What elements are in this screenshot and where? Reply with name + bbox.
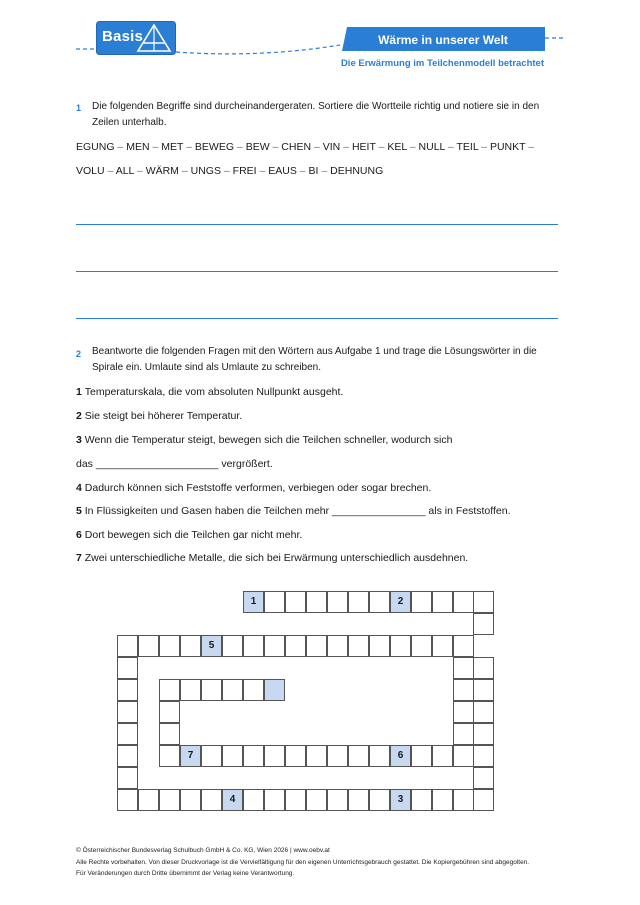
crossword-start-number: 5 — [208, 640, 215, 651]
crossword-cell[interactable] — [473, 745, 494, 767]
question-text: Sie steigt bei höherer Temperatur. — [84, 410, 243, 422]
question-number: 7 — [76, 552, 85, 564]
crossword-cell[interactable] — [264, 789, 285, 811]
crossword-cell[interactable] — [159, 723, 180, 745]
word-separator: – — [183, 141, 195, 153]
crossword-cell[interactable] — [243, 789, 264, 811]
word-separator: – — [311, 141, 323, 153]
crossword-cell[interactable] — [306, 635, 327, 657]
crossword-cell[interactable] — [117, 657, 138, 679]
crossword-start-number: 7 — [187, 750, 194, 761]
crossword-cell[interactable] — [264, 591, 285, 613]
word-part: BEWEG — [194, 141, 234, 153]
word-separator: – — [406, 141, 419, 153]
crossword-cell[interactable] — [243, 745, 264, 767]
crossword-cell[interactable] — [453, 679, 474, 701]
footer-rights: Alle Rechte vorbehalten. Von dieser Druckvorlage ist die Vervielfältigung für den eigenen Unterrichtsgebrauch gestattet. Die Kopiergebühren sind abgegolten. — [76, 859, 530, 866]
crossword-cell[interactable] — [264, 679, 285, 701]
task2-instruction: Beantworte die folgenden Fragen mit den Wörtern aus Aufgabe 1 und trage die Lösungswörter in die Spirale ein. Umlaute sind als Umlaute zu schreiben. — [92, 346, 537, 373]
crossword-cell[interactable] — [222, 789, 243, 811]
crossword-cell[interactable] — [180, 635, 201, 657]
crossword-cell[interactable] — [348, 789, 369, 811]
question-text: das _____________________ vergrößert. — [76, 458, 273, 470]
crossword-cell[interactable] — [285, 591, 306, 613]
word-separator: – — [256, 165, 269, 177]
word-separator: – — [104, 165, 116, 177]
crossword-cell[interactable] — [473, 591, 494, 613]
crossword-cell[interactable] — [473, 767, 494, 789]
crossword-cell[interactable] — [453, 723, 474, 745]
crossword-cell[interactable] — [453, 745, 474, 767]
crossword-cell[interactable] — [117, 723, 138, 745]
crossword-cell[interactable] — [473, 701, 494, 723]
word-separator: – — [340, 141, 352, 153]
word-separator: – — [149, 141, 162, 153]
word-part: PUNKT — [489, 141, 526, 153]
crossword-cell[interactable] — [264, 635, 285, 657]
word-part: MEN — [126, 141, 150, 153]
word-part: TEIL — [456, 141, 479, 153]
crossword-cell[interactable] — [201, 789, 222, 811]
crossword-cell[interactable] — [201, 679, 222, 701]
crossword-cell[interactable] — [432, 745, 453, 767]
crossword-cell[interactable] — [159, 789, 180, 811]
crossword-cell[interactable] — [243, 679, 264, 701]
word-part: DEHNUNG — [330, 165, 384, 177]
crossword-cell[interactable] — [432, 591, 453, 613]
crossword-cell[interactable] — [264, 745, 285, 767]
crossword-cell[interactable] — [432, 789, 453, 811]
crossword-cell[interactable] — [473, 789, 494, 811]
word-separator: – — [375, 141, 388, 153]
task2-number: 2 — [76, 349, 82, 359]
crossword-cell[interactable] — [348, 591, 369, 613]
crossword-cell[interactable] — [117, 701, 138, 723]
crossword-cell[interactable] — [117, 745, 138, 767]
word-part: NULL — [418, 141, 445, 153]
crossword-cell[interactable] — [285, 635, 306, 657]
crossword-cell[interactable] — [180, 745, 201, 767]
crossword-cell[interactable] — [159, 701, 180, 723]
word-separator: – — [220, 165, 233, 177]
question-text: In Flüssigkeiten und Gasen haben die Teilchen mehr ________________ als in Feststoffen. — [84, 505, 511, 517]
crossword-cell[interactable] — [327, 745, 348, 767]
crossword-cell[interactable] — [117, 767, 138, 789]
crossword-cell[interactable] — [453, 635, 474, 657]
crossword-start-number: 6 — [397, 750, 404, 761]
crossword-start-number: 1 — [250, 596, 257, 607]
crossword-cell[interactable] — [411, 591, 432, 613]
word-part: WÄRM — [145, 165, 179, 177]
crossword-cell[interactable] — [201, 635, 222, 657]
crossword-cell[interactable] — [369, 789, 390, 811]
basis-logo — [96, 21, 176, 55]
crossword-cell[interactable] — [306, 789, 327, 811]
question-text: Dort bewegen sich die Teilchen gar nicht mehr. — [84, 529, 303, 541]
word-parts-row-1 — [76, 141, 534, 153]
question-text: Dadurch können sich Feststoffe verformen, verbiegen oder sogar brechen. — [84, 482, 432, 494]
question-item — [76, 482, 431, 494]
crossword-cell[interactable] — [243, 635, 264, 657]
question-text: Temperaturskala, die vom absoluten Nullpunkt ausgeht. — [84, 386, 344, 398]
crossword-cell[interactable] — [222, 635, 243, 657]
crossword-cell[interactable] — [306, 591, 327, 613]
crossword-cell[interactable] — [411, 635, 432, 657]
crossword-cell[interactable] — [369, 635, 390, 657]
word-separator: – — [134, 165, 146, 177]
answer-line-3[interactable] — [76, 318, 558, 319]
crossword-cell[interactable] — [473, 657, 494, 679]
word-part: BI — [308, 165, 319, 177]
word-separator: – — [318, 165, 331, 177]
word-separator: – — [269, 141, 282, 153]
question-text: Wenn die Temperatur steigt, bewegen sich die Teilchen schneller, wodurch sich — [84, 434, 453, 446]
crossword-cell[interactable] — [117, 679, 138, 701]
word-part: FREI — [232, 165, 257, 177]
question-text: Zwei unterschiedliche Metalle, die sich bei Erwärmung unterschiedlich ausdehnen. — [84, 552, 469, 564]
crossword-cell[interactable] — [180, 789, 201, 811]
crossword-cell[interactable] — [390, 789, 411, 811]
crossword-cell[interactable] — [453, 701, 474, 723]
task1-number: 1 — [76, 103, 82, 113]
question-item — [76, 458, 273, 470]
word-part: CHEN — [281, 141, 312, 153]
word-separator: – — [525, 141, 535, 153]
question-number: 2 — [76, 410, 85, 422]
crossword-cell[interactable] — [348, 745, 369, 767]
crossword-cell[interactable] — [306, 745, 327, 767]
question-number: 4 — [76, 482, 85, 494]
word-separator: – — [478, 141, 490, 153]
crossword-cell[interactable] — [411, 745, 432, 767]
word-part: BEW — [245, 141, 270, 153]
word-part: MET — [161, 141, 184, 153]
page-title: Wärme in unserer Welt — [378, 33, 508, 47]
question-number: 5 — [76, 505, 85, 517]
word-part: VOLU — [76, 165, 105, 177]
word-part: VIN — [322, 141, 341, 153]
crossword-cell[interactable] — [390, 635, 411, 657]
crossword-cell[interactable] — [117, 789, 138, 811]
page-subtitle: Die Erwärmung im Teilchenmodell betrachtet — [340, 58, 544, 69]
question-item — [76, 386, 343, 398]
crossword-cell[interactable] — [222, 679, 243, 701]
word-separator: – — [445, 141, 457, 153]
crossword-cell[interactable] — [432, 635, 453, 657]
crossword-cell[interactable] — [327, 789, 348, 811]
crossword-cell[interactable] — [159, 635, 180, 657]
crossword-cell[interactable] — [159, 745, 180, 767]
crossword-cell[interactable] — [453, 789, 474, 811]
word-separator: – — [114, 141, 127, 153]
word-part: ALL — [115, 165, 134, 177]
crossword-cell[interactable] — [453, 591, 474, 613]
word-part: EGUNG — [76, 141, 115, 153]
word-part: KEL — [387, 141, 407, 153]
crossword-cell[interactable] — [222, 745, 243, 767]
question-number: 1 — [76, 386, 85, 398]
crossword-cell[interactable] — [180, 679, 201, 701]
word-part: UNGS — [190, 165, 221, 177]
crossword-cell[interactable] — [285, 789, 306, 811]
question-item — [76, 505, 511, 517]
question-item — [76, 434, 452, 446]
answer-line-1[interactable] — [76, 224, 558, 225]
footer-copyright: © Österreichischer Bundesverlag Schulbuch GmbH & Co. KG, Wien 2026 | www.oebv.at — [76, 847, 330, 854]
crossword-cell[interactable] — [117, 635, 138, 657]
crossword-cell[interactable] — [348, 635, 369, 657]
crossword-cell[interactable] — [243, 591, 264, 613]
crossword-cell[interactable] — [473, 723, 494, 745]
word-parts-row-2 — [76, 165, 383, 177]
crossword-cell[interactable] — [453, 657, 474, 679]
word-separator: – — [178, 165, 191, 177]
crossword-cell[interactable] — [327, 591, 348, 613]
crossword-cell[interactable] — [138, 635, 159, 657]
crossword-cell[interactable] — [390, 591, 411, 613]
crossword-cell[interactable] — [327, 635, 348, 657]
crossword-cell[interactable] — [159, 679, 180, 701]
crossword-start-number: 2 — [397, 596, 404, 607]
crossword-cell[interactable] — [473, 679, 494, 701]
question-number: 3 — [76, 434, 85, 446]
crossword-cell[interactable] — [390, 745, 411, 767]
crossword-cell[interactable] — [411, 789, 432, 811]
task1-instruction: Die folgenden Begriffe sind durcheinandergeraten. Sortiere die Wortteile richtig und notiere sie in den Zeilen unterhalb. — [92, 101, 540, 128]
footer-disclaimer: Für Veränderungen durch Dritte übernimmt der Verlag keine Verantwortung. — [76, 870, 295, 877]
word-separator: – — [234, 141, 246, 153]
question-item — [76, 410, 242, 422]
question-item — [76, 552, 468, 564]
question-item — [76, 529, 302, 541]
word-separator: – — [296, 165, 309, 177]
word-part: HEIT — [351, 141, 376, 153]
crossword-cell[interactable] — [369, 591, 390, 613]
crossword-cell[interactable] — [285, 745, 306, 767]
logo-text: Basis — [102, 28, 144, 45]
crossword-start-number: 3 — [397, 794, 404, 805]
crossword-cell[interactable] — [201, 745, 222, 767]
crossword-start-number: 4 — [229, 794, 236, 805]
crossword-cell[interactable] — [473, 613, 494, 635]
answer-line-2[interactable] — [76, 271, 558, 272]
word-part: EAUS — [268, 165, 297, 177]
crossword-cell[interactable] — [369, 745, 390, 767]
crossword-cell[interactable] — [138, 789, 159, 811]
question-number: 6 — [76, 529, 85, 541]
